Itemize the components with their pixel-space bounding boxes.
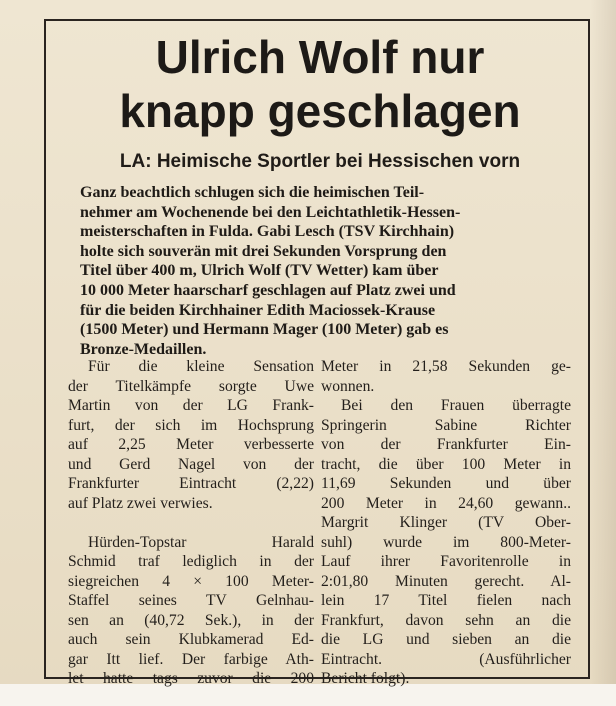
body-line: auf Platz zwei verwies. <box>68 494 213 512</box>
article-lead-paragraph <box>80 183 575 359</box>
lead-line: Titel über 400 m, Ulrich Wolf (TV Wetter) kam über <box>80 262 439 280</box>
paragraph-gap <box>68 513 314 533</box>
body-line: lein 17 Titel fielen nach <box>321 592 571 609</box>
headline-line-2: knapp geschlagen <box>119 85 521 137</box>
body-line: Bei den Frauen überragte <box>341 397 571 414</box>
lead-line: für die beiden Kirchhainer Edith Maciossek-Krause <box>80 301 436 319</box>
body-line: Staffel seines TV Gelnhau- <box>68 592 314 609</box>
body-line: der Titelkämpfe sorgte Uwe <box>68 377 314 395</box>
body-line: Margrit Klinger (TV Ober- <box>321 514 571 531</box>
article-column-right <box>321 357 571 689</box>
body-line: Springerin Sabine Richter <box>321 416 571 434</box>
body-line: von der Frankfurter Ein- <box>321 436 571 453</box>
body-line: Bericht folgt). <box>321 670 410 687</box>
body-line: Meter in 21,58 Sekunden ge- <box>321 358 571 375</box>
body-line: Für die kleine Sensation <box>88 358 314 375</box>
headline-line-1: Ulrich Wolf nur <box>155 31 485 83</box>
lead-line: Bronze-Medaillen. <box>80 340 207 358</box>
body-line: Martin von der LG Frank- <box>68 397 314 414</box>
body-line: die LG und sieben an die <box>321 631 571 648</box>
lead-line: (1500 Meter) und Hermann Mager (100 Meter) gab es <box>80 321 449 339</box>
body-line: wonnen. <box>321 377 375 395</box>
lead-line: 10 000 Meter haarscharf geschlagen auf Platz zwei und <box>80 281 456 299</box>
body-line: Hürden-Topstar Harald <box>88 533 314 551</box>
lead-line: holte sich souverän mit drei Sekunden Vorsprung den <box>80 242 447 260</box>
article-subheadline: LA: Heimische Sportler bei Hessischen vorn <box>119 151 521 172</box>
body-line: let hatte tags zuvor die 200 <box>68 670 314 687</box>
page-edge-shadow <box>590 0 616 684</box>
lead-line: meisterschaften in Fulda. Gabi Lesch (TSV Kirchhain) <box>80 223 455 241</box>
article-column-left <box>68 357 314 689</box>
body-line: sen an (40,72 Sek.), in der <box>68 611 314 629</box>
body-line: und Gerd Nagel von der <box>68 455 314 473</box>
body-line: Eintracht. (Ausführlicher <box>321 650 571 668</box>
lead-line: Ganz beachtlich schlugen sich die heimischen Teil- <box>80 184 425 201</box>
body-line: Schmid traf lediglich in der <box>68 553 314 570</box>
body-line: Frankfurt, davon sehn an die <box>321 611 571 629</box>
body-line: gar Itt lief. Der farbige Ath- <box>68 650 314 668</box>
body-line: tracht, die über 100 Meter in <box>321 455 571 473</box>
body-line: Frankfurter Eintracht (2,22) <box>68 475 314 492</box>
body-line: furt, der sich im Hochsprung <box>68 416 314 434</box>
lead-line: nehmer am Wochenende bei den Leichtathletik-Hessen- <box>80 203 461 221</box>
body-line: 2:01,80 Minuten gerecht. Al- <box>321 572 571 590</box>
body-line: Lauf ihrer Favoritenrolle in <box>321 553 571 570</box>
body-line: siegreichen 4 × 100 Meter- <box>68 572 314 590</box>
body-line: auch sein Klubkamerad Ed- <box>68 631 314 648</box>
body-line: 11,69 Sekunden und über <box>321 475 571 492</box>
body-line: auf 2,25 Meter verbesserte <box>68 436 314 453</box>
article-headline <box>70 30 570 138</box>
body-line: 200 Meter in 24,60 gewann.. <box>321 494 571 512</box>
body-line: suhl) wurde im 800-Meter- <box>321 533 571 551</box>
